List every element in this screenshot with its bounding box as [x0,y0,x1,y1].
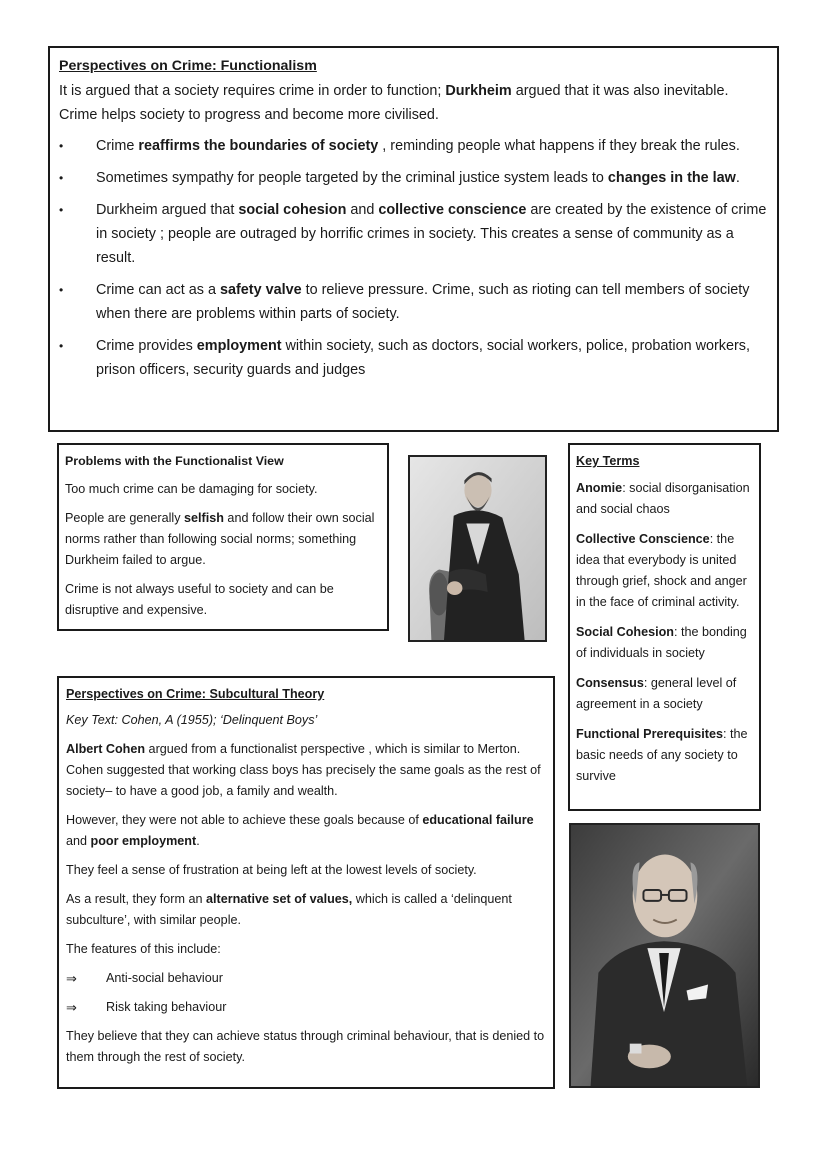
subcultural-paragraph: The features of this include: [66,942,221,956]
subcultural-paragraph [66,739,546,802]
item-text: are created by the existence of crime in society ; people are outraged by horrific crimes in society. This creates a sense of community as a result. [96,202,767,266]
key-term-item [576,622,753,664]
item-text: Crime can act as a [96,282,220,298]
term-name: Consensus [576,676,644,690]
subcultural-paragraph [66,889,546,931]
functionalism-intro [59,79,768,127]
list-item [59,198,768,270]
durkheim-portrait-photo [408,455,547,642]
bullet-icon: • [59,203,64,217]
subcultural-paragraph: They feel a sense of frustration at being left at the lowest levels of society. [66,863,477,877]
item-text: . [735,170,740,186]
problems-title: Problems with the Functionalist View [65,454,284,468]
subcultural-paragraph [66,810,546,852]
point-bold: selfish [184,511,224,525]
key-term-item [576,529,753,613]
para-text: . [196,834,200,848]
problems-point: Too much crime can be damaging for society. [65,482,318,496]
key-term-item [576,724,753,787]
functionalism-bullet-list [59,134,768,382]
key-term-item [576,478,753,520]
para-text: and [66,834,91,848]
term-definition: : the basic needs of any society to survive [576,727,748,783]
functionalism-title: Perspectives on Crime: Functionalism [59,58,317,74]
item-text: Crime provides [96,338,197,354]
key-terms-box [568,443,761,811]
item-text: and [346,202,379,218]
list-item [59,134,768,158]
term-name: Social Cohesion [576,625,674,639]
portrait-icon [410,457,545,640]
term-definition: : the idea that everybody is united through grief, shock and anger in the face of criminal activity. [576,532,747,609]
para-bold: poor employment [90,834,197,848]
item-bold: reaffirms the boundaries of society [138,138,379,154]
problems-point: Crime is not always useful to society and can be disruptive and expensive. [65,582,334,617]
key-term-item [576,673,753,715]
arrow-right-icon: ⇒ [66,1000,77,1015]
intro-bold: Durkheim [445,83,512,99]
item-bold: collective conscience [378,202,527,218]
intro-text: It is argued that a society requires crime in order to function; [59,83,446,99]
point-text: and follow their own social norms rather than following social norms; something Durkheim failed to argue. [65,511,375,567]
item-text: to relieve pressure. Crime, such as rioting can tell members of society when there are problems within parts of society. [96,282,750,322]
point-text: People are generally [65,511,185,525]
item-text: within society, such as doctors, social workers, police, probation workers, prison officers, security guards and judges [96,338,750,378]
para-bold: educational failure [422,813,534,827]
para-text: However, they were not able to achieve these goals because of [66,813,423,827]
term-name: Functional Prerequisites [576,727,723,741]
problems-point [65,508,381,571]
subcultural-theory-box [57,676,555,1089]
para-text: argued from a functionalist perspective , which is similar to Merton. Cohen suggested that working class boys has precisely the same goals as the rest of society– to have a good job, a family and wealth. [66,742,541,798]
term-name: Anomie [576,481,623,495]
subcultural-paragraph: They believe that they can achieve status through criminal behaviour, that is denied to them through the rest of society. [66,1029,545,1064]
problems-box [57,443,389,631]
para-bold: alternative set of values, [206,892,353,906]
term-definition: : the bonding of individuals in society [576,625,747,660]
feature-text: Risk taking behaviour [106,1000,227,1014]
term-definition: : social disorganisation and social chaos [576,481,750,516]
item-text: , reminding people what happens if they break the rules. [378,138,740,154]
para-text: which is called a ‘delinquent subculture’, with similar people. [66,892,512,927]
arrow-right-icon: ⇒ [66,971,77,986]
para-bold: Albert Cohen [66,742,146,756]
item-text: Sometimes sympathy for people targeted by the criminal justice system leads to [96,170,608,186]
cohen-portrait-photo [569,823,760,1088]
bullet-icon: • [59,139,64,153]
key-text: Key Text: Cohen, A (1955); ‘Delinquent Boys’ [66,713,318,727]
bullet-icon: • [59,283,64,297]
item-bold: changes in the law [607,170,736,186]
list-item [66,968,546,989]
list-item [59,166,768,190]
item-text: Durkheim argued that [96,202,239,218]
functionalism-box [48,46,779,432]
key-terms-title: Key Terms [576,454,640,468]
item-bold: employment [196,338,282,354]
term-name: Collective Conscience [576,532,710,546]
para-text: As a result, they form an [66,892,206,906]
list-item [59,278,768,326]
subcultural-title: Perspectives on Crime: Subcultural Theory [66,687,325,701]
intro-text-end: argued that it was also inevitable. Crime helps society to progress and become more civilised. [59,83,729,123]
item-bold: safety valve [219,282,302,298]
item-text: Crime [96,138,139,154]
bullet-icon: • [59,339,64,353]
portrait-icon [571,825,758,1086]
bullet-icon: • [59,171,64,185]
item-bold: social cohesion [238,202,347,218]
feature-text: Anti-social behaviour [106,971,223,985]
list-item [66,997,546,1018]
term-definition: : general level of agreement in a society [576,676,737,711]
list-item [59,334,768,382]
